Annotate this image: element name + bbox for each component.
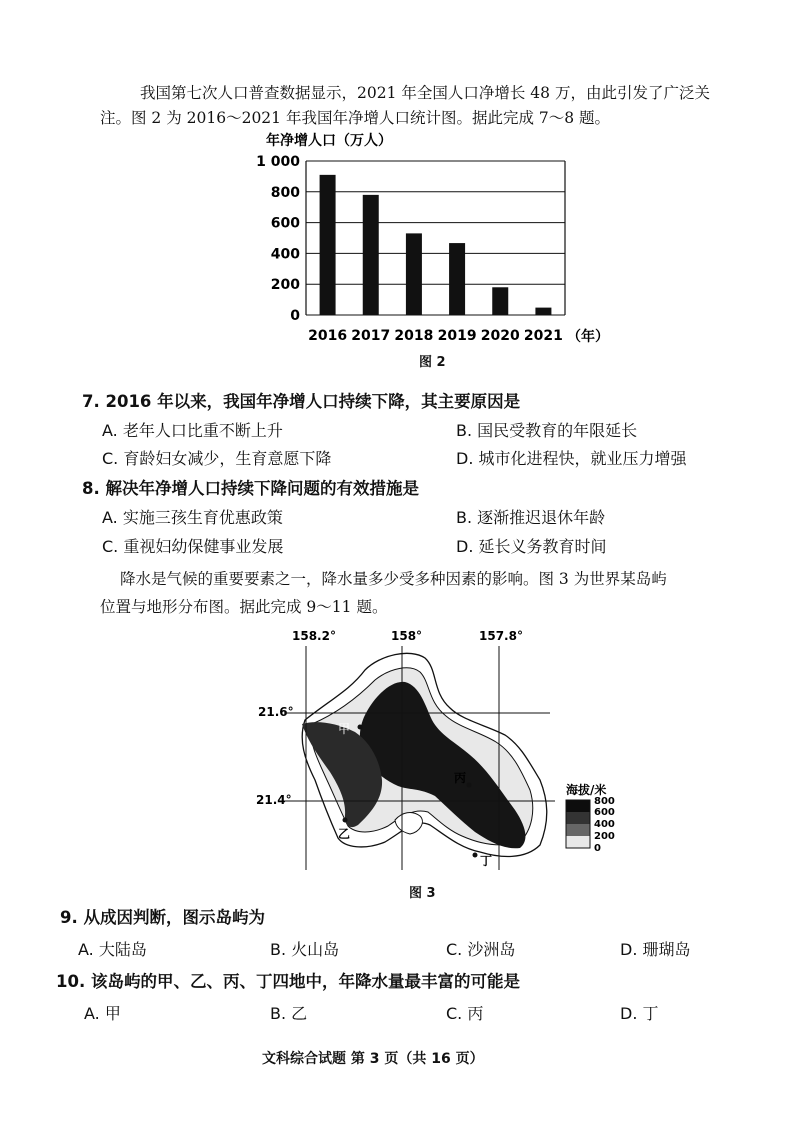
legend-value-800: 800: [594, 796, 615, 807]
question-10-stem: 10. 该岛屿的甲、乙、丙、丁四地中，年降水量最丰富的可能是: [56, 972, 520, 991]
chart-x-tick-label: 2019: [437, 328, 477, 344]
chart-y-tick-label: 200: [270, 277, 300, 294]
question-9-stem: 9. 从成因判断，图示岛屿为: [60, 908, 265, 927]
question-7-option-a[interactable]: A. 老年人口比重不断上升: [102, 421, 283, 440]
chart-y-tick-label: 0: [290, 308, 300, 324]
question-8-option-b[interactable]: B. 逐渐推迟退休年龄: [456, 508, 606, 527]
question-10-option-c[interactable]: C. 丙: [446, 1004, 484, 1023]
question-9-option-d[interactable]: D. 珊瑚岛: [620, 940, 691, 959]
chart-bar-2016: [320, 175, 336, 315]
place-marker-jia: [358, 725, 363, 730]
chart-x-tick-label: 2017: [351, 328, 391, 344]
intro-paragraph-2-line-1: 降水是气候的重要要素之一，降水量多少受多种因素的影响。图 3 为世界某岛屿: [120, 570, 667, 588]
legend-value-600: 600: [594, 807, 615, 818]
legend-value-200: 200: [594, 831, 615, 842]
question-8-option-a[interactable]: A. 实施三孩生育优惠政策: [102, 508, 283, 527]
legend-value-400: 400: [594, 819, 615, 830]
question-7-option-b[interactable]: B. 国民受教育的年限延长: [456, 421, 638, 440]
elevation-legend-title: 海拔/米: [566, 783, 607, 797]
legend-band-0-200: [566, 836, 590, 848]
chart-x-tick-label: 2020: [480, 328, 520, 344]
question-9-option-a[interactable]: A. 大陆岛: [78, 940, 147, 959]
question-10-option-d[interactable]: D. 丁: [620, 1004, 659, 1023]
question-7-option-c[interactable]: C. 育龄妇女减少，生育意愿下降: [102, 449, 332, 468]
figure-3-caption: 图 3: [409, 886, 436, 901]
longitude-label-157-8: 157.8°: [479, 629, 523, 643]
question-7-stem: 7. 2016 年以来，我国年净增人口持续下降，其主要原因是: [82, 392, 521, 411]
chart-y-axis-label: 年净增人口（万人）: [266, 133, 392, 149]
question-8-option-d[interactable]: D. 延长义务教育时间: [456, 537, 607, 556]
island-terrain-map: [0, 620, 794, 880]
legend-band-200-400: [566, 824, 590, 836]
chart-bar-2018: [406, 233, 422, 315]
intro-paragraph-1-line-2: 注。图 2 为 2016～2021 年我国年净增人口统计图。据此完成 7～8 题。: [100, 109, 611, 127]
chart-x-tick-label: 2021: [523, 328, 563, 344]
population-bar-chart: [0, 125, 794, 365]
legend-band-600-800: [566, 800, 590, 812]
chart-x-tick-label: 2016: [308, 328, 348, 344]
chart-y-tick-label: 800: [270, 184, 300, 201]
page-footer: 文科综合试题 第 3 页（共 16 页）: [262, 1051, 484, 1067]
chart-y-tick-label: 600: [270, 215, 300, 232]
question-10-option-a[interactable]: A. 甲: [84, 1004, 121, 1023]
latitude-label-21-6: 21.6°: [258, 705, 294, 719]
chart-bar-2019: [449, 243, 465, 315]
longitude-label-158-2: 158.2°: [292, 629, 336, 643]
chart-x-tick-label: 2018: [394, 328, 434, 344]
place-marker-ding: [473, 853, 478, 858]
question-8-stem: 8. 解决年净增人口持续下降问题的有效措施是: [82, 479, 419, 498]
place-marker-bing: [467, 783, 472, 788]
question-9-option-b[interactable]: B. 火山岛: [270, 940, 340, 959]
place-label-bing: 丙: [454, 771, 467, 785]
figure-2-caption: 图 2: [419, 355, 446, 370]
intro-paragraph-2-line-2: 位置与地形分布图。据此完成 9～11 题。: [100, 598, 388, 616]
chart-bar-2021: [535, 308, 551, 315]
chart-y-tick-label: 1 000: [256, 154, 300, 170]
question-8-option-c[interactable]: C. 重视妇幼保健事业发展: [102, 537, 284, 556]
latitude-label-21-4: 21.4°: [256, 793, 292, 807]
question-10-option-b[interactable]: B. 乙: [270, 1004, 308, 1023]
chart-y-tick-label: 400: [270, 246, 300, 263]
longitude-label-158: 158°: [391, 629, 423, 643]
intro-paragraph-1-line-1: 我国第七次人口普查数据显示，2021 年全国人口净增长 48 万，由此引发了广泛关: [140, 84, 710, 102]
question-9-option-c[interactable]: C. 沙洲岛: [446, 940, 516, 959]
chart-x-axis-unit: （年）: [567, 329, 609, 345]
question-7-option-d[interactable]: D. 城市化进程快，就业压力增强: [456, 449, 687, 468]
chart-bar-2017: [363, 195, 379, 315]
legend-value-0: 0: [594, 843, 601, 854]
place-marker-yi: [343, 818, 348, 823]
legend-band-400-600: [566, 812, 590, 824]
place-label-ding: 丁: [480, 854, 493, 868]
chart-bar-2020: [492, 287, 508, 315]
place-label-jia: 甲: [338, 722, 351, 736]
place-label-yi: 乙: [338, 827, 351, 841]
